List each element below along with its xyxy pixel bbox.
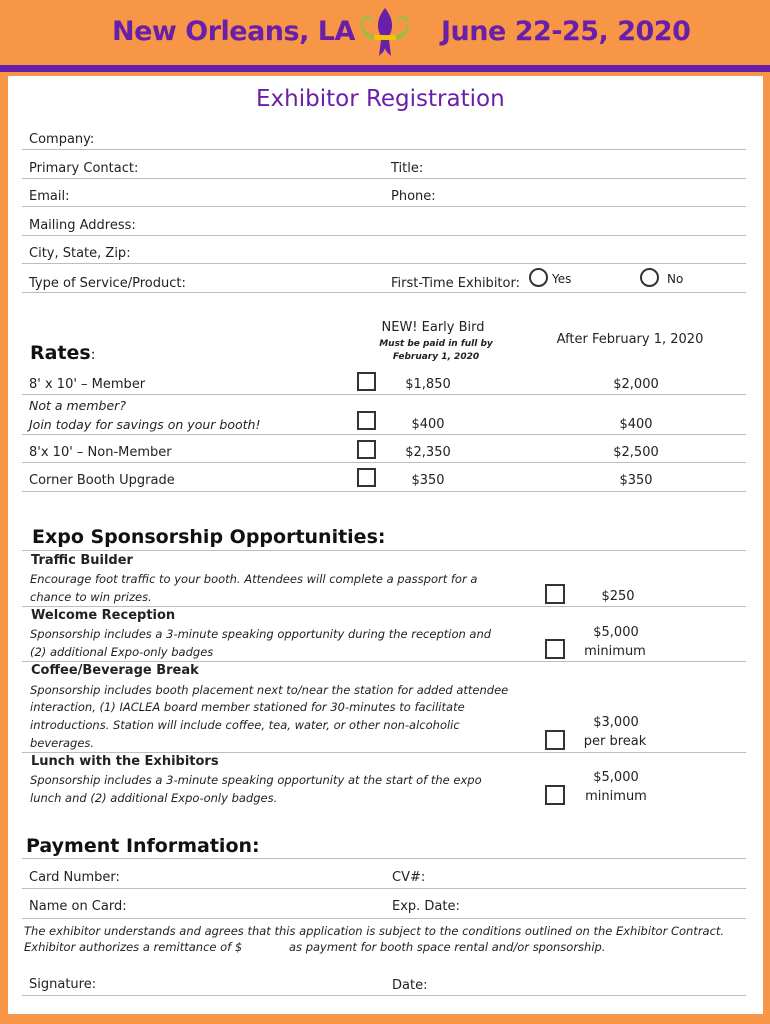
sponsor-lunch-price-note: minimum [585, 789, 647, 804]
sponsor-reception-checkbox[interactable] [545, 639, 565, 659]
sponsor-reception-desc-2: (2) additional Expo-only badges [30, 645, 214, 659]
sponsor-lunch-desc-1: Sponsorship includes a 3-minute speaking opportunity at the start of the expo [30, 773, 482, 787]
primary-contact-label: Primary Contact: [29, 161, 139, 176]
sponsor-divider [22, 606, 746, 607]
sponsor-divider [22, 661, 746, 662]
phone-label: Phone: [391, 189, 436, 204]
rate-join-early: $400 [411, 417, 445, 432]
header-location: New Orleans, LA [112, 16, 355, 47]
city-state-zip-label: City, State, Zip: [29, 246, 131, 261]
first-time-yes-radio[interactable] [529, 268, 548, 287]
rate-nonmember-label: 8'x 10' – Non-Member [29, 445, 172, 460]
rate-member-after: $2,000 [613, 377, 659, 392]
sponsor-reception-title: Welcome Reception [31, 608, 176, 623]
sponsor-coffee-desc-3: introductions. Station will include coffee, tea, water, or other non-alcoholic [30, 718, 460, 732]
mailing-address-input[interactable] [22, 235, 746, 236]
header-divider [0, 65, 770, 72]
sponsorship-heading: Expo Sponsorship Opportunities: [32, 526, 386, 548]
fleur-de-lis-icon [357, 6, 413, 62]
sponsor-coffee-desc-4: beverages. [30, 736, 95, 750]
sponsor-reception-desc-1: Sponsorship includes a 3-minute speaking opportunity during the reception and [30, 627, 492, 641]
rate-corner-after: $350 [619, 473, 653, 488]
first-time-no-label: No [667, 272, 684, 286]
title-label: Title: [391, 161, 424, 176]
form-title: Exhibitor Registration [256, 86, 505, 112]
sponsor-lunch-checkbox[interactable] [545, 785, 565, 805]
rates-heading-text: Rates [30, 342, 91, 364]
rate-nonmember-after: $2,500 [613, 445, 659, 460]
name-on-card-input[interactable] [22, 918, 746, 919]
terms-line-1: The exhibitor understands and agrees that this application is subject to the conditions outlined on the Exhibitor Contract. [24, 924, 725, 938]
sponsor-traffic-checkbox[interactable] [545, 584, 565, 604]
rate-row-divider [22, 394, 746, 395]
rate-row-divider [22, 462, 746, 463]
date-label: Date: [392, 978, 428, 993]
rate-join-label-2: Join today for savings on your booth! [29, 417, 261, 432]
sponsor-coffee-title: Coffee/Beverage Break [31, 663, 199, 678]
city-state-zip-input[interactable] [22, 263, 746, 264]
sponsor-lunch-title: Lunch with the Exhibitors [31, 754, 219, 769]
header-dates: June 22-25, 2020 [441, 16, 691, 47]
email-label: Email: [29, 189, 70, 204]
terms-line-2a: Exhibitor authorizes a remittance of $ [24, 940, 243, 954]
rate-member-early: $1,850 [405, 377, 451, 392]
sponsor-divider [22, 752, 746, 753]
email-phone-input[interactable] [22, 206, 746, 207]
exp-date-label: Exp. Date: [392, 899, 460, 914]
contact-title-input[interactable] [22, 178, 746, 179]
sponsor-coffee-checkbox[interactable] [545, 730, 565, 750]
signature-label: Signature: [29, 977, 97, 992]
service-product-label: Type of Service/Product: [29, 276, 186, 291]
sponsor-lunch-price: $5,000 [593, 770, 639, 785]
sponsor-traffic-desc-1: Encourage foot traffic to your booth. Attendees will complete a passport for a [30, 572, 478, 586]
rate-corner-early: $350 [411, 473, 445, 488]
sponsor-coffee-desc-1: Sponsorship includes booth placement next to/near the station for added attendee [30, 683, 509, 697]
first-time-yes-label: Yes [552, 272, 572, 286]
first-time-label: First-Time Exhibitor: [391, 276, 520, 291]
rate-member-label: 8' x 10' – Member [29, 377, 146, 392]
sponsor-traffic-price: $250 [601, 589, 635, 604]
rate-join-after: $400 [619, 417, 653, 432]
rate-corner-label: Corner Booth Upgrade [29, 473, 175, 488]
company-input[interactable] [22, 149, 746, 150]
early-bird-note-1: Must be paid in full by [379, 339, 493, 349]
card-number-label: Card Number: [29, 870, 120, 885]
rate-corner-checkbox[interactable] [357, 468, 376, 487]
rate-row-divider [22, 434, 746, 435]
sponsor-coffee-price-note: per break [583, 734, 647, 749]
rate-join-label: Not a member? [29, 398, 126, 413]
cvv-label: CV#: [392, 870, 426, 885]
sponsor-coffee-desc-2: interaction, (1) IACLEA board member stationed for 30-minutes to facilitate [30, 700, 465, 714]
sponsor-traffic-title: Traffic Builder [31, 553, 133, 568]
service-input[interactable] [22, 292, 746, 293]
rate-row-divider [22, 491, 746, 492]
sponsor-reception-price-note: minimum [584, 644, 646, 659]
name-on-card-label: Name on Card: [29, 899, 127, 914]
mailing-address-label: Mailing Address: [29, 218, 136, 233]
sponsor-traffic-desc-2: chance to win prizes. [30, 590, 152, 604]
payment-heading: Payment Information: [26, 835, 260, 857]
rates-heading-colon: : [90, 347, 96, 363]
section-divider [22, 550, 746, 551]
rate-member-checkbox[interactable] [357, 372, 376, 391]
terms-line-2b: as payment for booth space rental and/or sponsorship. [289, 940, 606, 954]
sponsor-lunch-desc-2: lunch and (2) additional Expo-only badges. [30, 791, 278, 805]
section-divider [22, 858, 746, 859]
first-time-no-radio[interactable] [640, 268, 659, 287]
sponsor-coffee-price: $3,000 [593, 715, 639, 730]
rate-nonmember-checkbox[interactable] [357, 440, 376, 459]
early-bird-header: NEW! Early Bird [381, 320, 485, 335]
rate-join-checkbox[interactable] [357, 411, 376, 430]
rates-heading [30, 342, 95, 364]
rate-nonmember-early: $2,350 [405, 445, 451, 460]
signature-input[interactable] [22, 995, 746, 996]
after-deadline-header: After February 1, 2020 [556, 332, 704, 347]
card-number-input[interactable] [22, 888, 746, 889]
early-bird-note-2: February 1, 2020 [392, 352, 480, 362]
sponsor-reception-price: $5,000 [593, 625, 639, 640]
company-label: Company: [29, 132, 95, 147]
